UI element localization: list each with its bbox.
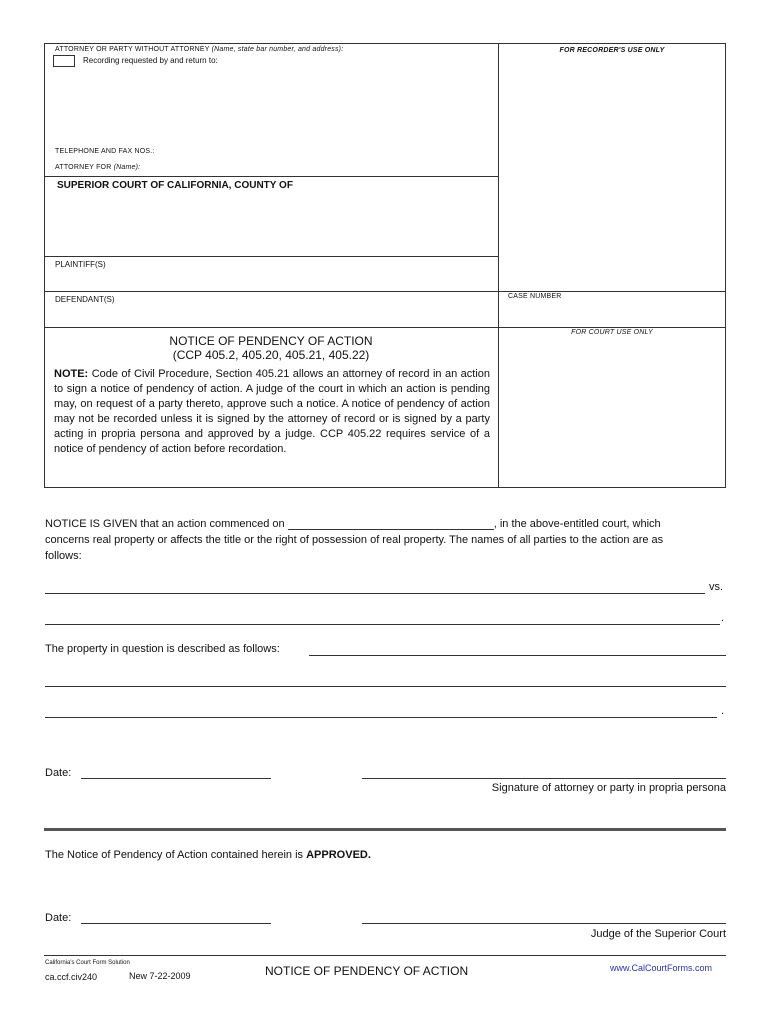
telephone-label: TELEPHONE AND FAX NOS.: (55, 148, 155, 155)
notice-line-1: NOTICE IS GIVEN that an action commenced on , in the above-entitled court, which (45, 518, 661, 530)
footer-rule (44, 955, 726, 956)
defendant-label: DEFENDANT(S) (55, 295, 115, 304)
plaintiff-label: PLAINTIFF(S) (55, 260, 106, 269)
date-field-2[interactable] (81, 923, 271, 924)
date-field-1[interactable] (81, 778, 271, 779)
footer-title: NOTICE OF PENDENCY OF ACTION (265, 964, 469, 978)
section-divider (44, 828, 726, 831)
plaintiff-rule (44, 256, 498, 257)
title-rule (44, 327, 726, 328)
court-use-label: FOR COURT USE ONLY (571, 329, 653, 336)
signature-field[interactable] (362, 778, 726, 779)
attorney-for-label: ATTORNEY FOR (Name): (55, 164, 141, 171)
commenced-date-field[interactable] (288, 518, 494, 530)
judge-signature-field[interactable] (362, 923, 726, 924)
date-label-1: Date: (45, 767, 72, 779)
note-text: NOTE: Code of Civil Procedure, Section 405.21 allows an attorney of record in an action to sign a notice of pendency of action. A judge of the court in which an action is pending may, on request of a party thereto, approve such a notice. A notice of pendency of action may not be recorded unless it is signed by the attorney of record or is signed by a party acting in propria persona and approved by a judge. CCP 405.22 requires service of a notice of pendency of action before recordation. (54, 368, 490, 455)
court-rule (44, 176, 498, 177)
form-subtitle: (CCP 405.2, 405.20, 405.21, 405.22) (172, 348, 370, 362)
signature-caption: Signature of attorney or party in propria persona (491, 782, 726, 794)
notice-line-3: follows: (45, 550, 82, 562)
caption-divider (498, 43, 499, 488)
property-field-3[interactable] (45, 717, 717, 718)
period-1: . (721, 612, 725, 624)
recorders-use-label: FOR RECORDER'S USE ONLY (559, 47, 665, 54)
footer-code: ca.ccf.civ240 (45, 972, 98, 982)
approved-text: The Notice of Pendency of Action contained herein is APPROVED. (45, 849, 371, 861)
footer-solution: California's Court Form Solution (45, 960, 130, 966)
property-field-1[interactable] (309, 655, 726, 656)
defendant-names-field[interactable] (45, 624, 720, 625)
footer-website-link[interactable]: www.CalCourtForms.com (610, 963, 713, 973)
notice-line-2: concerns real property or affects the title or the right of possession of real property. The names of all parties to the action are as (45, 534, 664, 546)
defendant-rule (44, 291, 726, 292)
period-2: . (721, 705, 725, 717)
date-label-2: Date: (45, 912, 72, 924)
vs-label: vs. (709, 581, 724, 593)
footer-date: New 7-22-2009 (129, 971, 191, 981)
recording-checkbox[interactable] (53, 55, 75, 67)
recording-requested-label: Recording requested by and return to: (83, 56, 218, 65)
court-name: SUPERIOR COURT OF CALIFORNIA, COUNTY OF (57, 180, 293, 191)
plaintiff-names-field[interactable] (45, 593, 705, 594)
property-label: The property in question is described as follows: (45, 643, 280, 655)
case-number-label: CASE NUMBER (508, 293, 562, 300)
judge-caption: Judge of the Superior Court (590, 928, 726, 940)
property-field-2[interactable] (45, 686, 726, 687)
attorney-label: ATTORNEY OR PARTY WITHOUT ATTORNEY (Name, state bar number, and address): (55, 46, 344, 53)
form-title: NOTICE OF PENDENCY OF ACTION (169, 334, 373, 348)
